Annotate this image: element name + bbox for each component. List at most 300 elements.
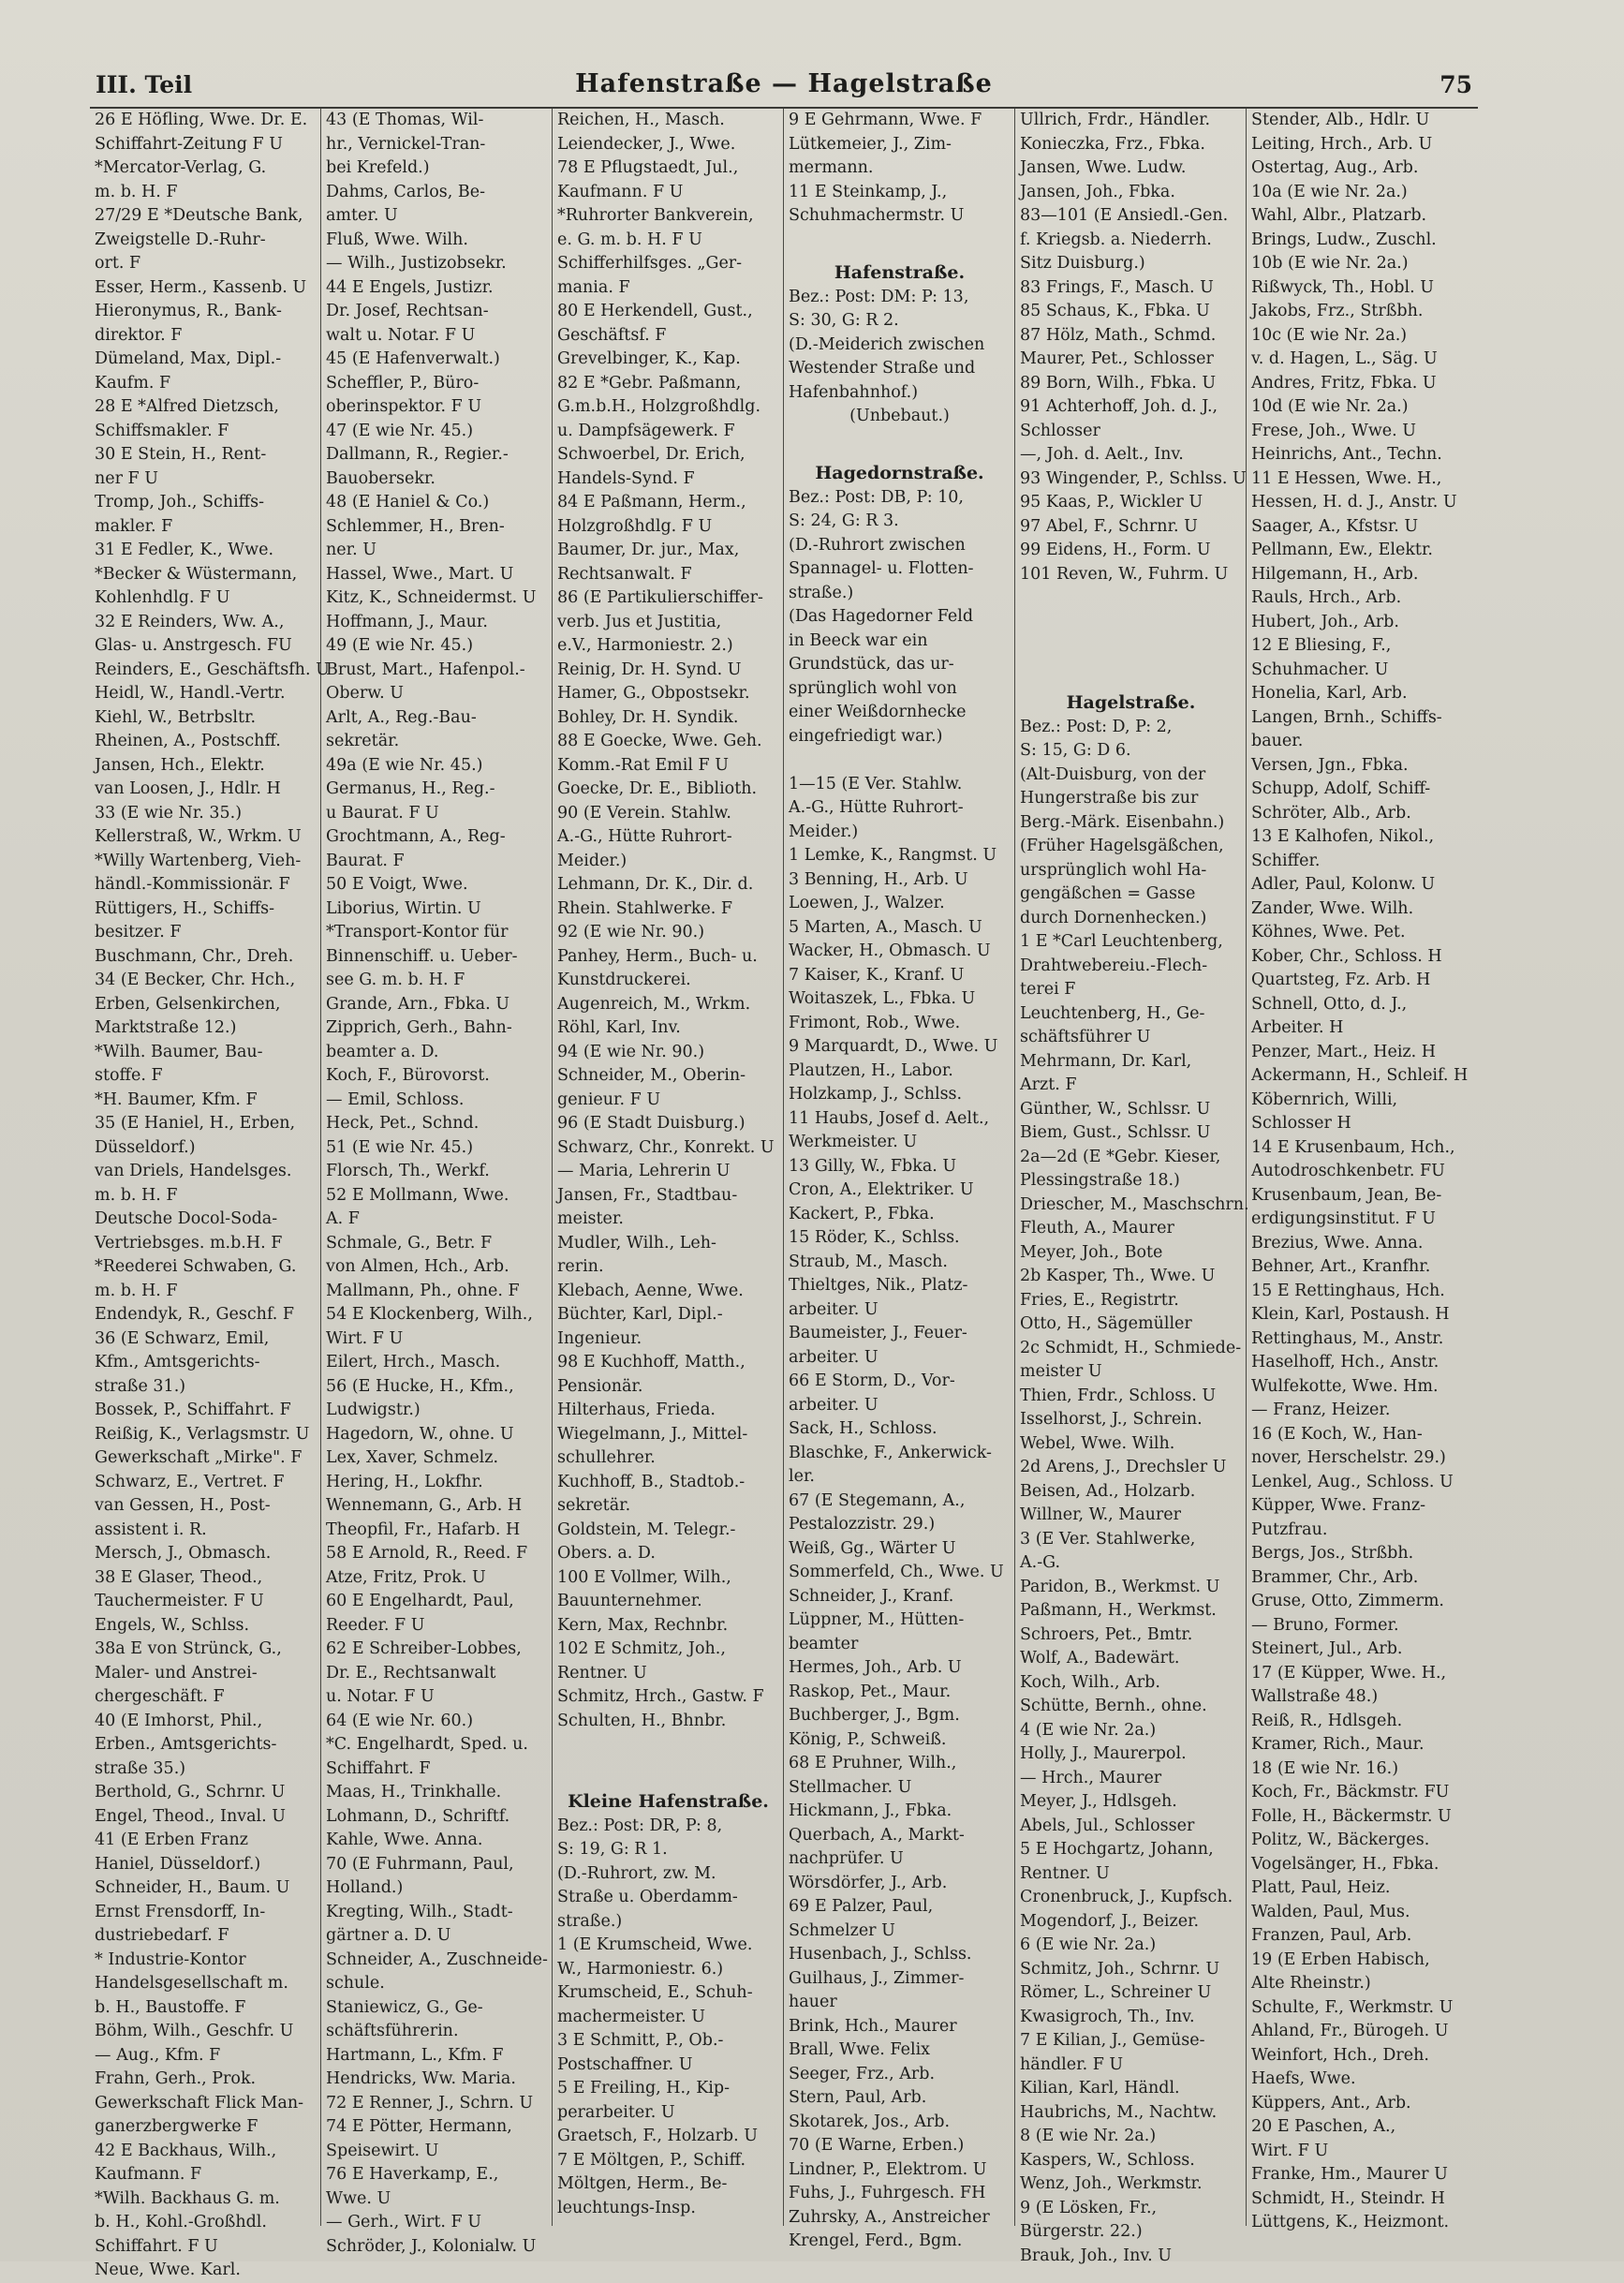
- entry-line: Mallmann, Ph., ohne. F: [326, 1281, 520, 1300]
- entry-line: *Reederei Schwaben, G.: [95, 1257, 297, 1276]
- entry-line: 49 (E wie Nr. 45.): [326, 636, 474, 655]
- entry-line: e.V., Harmoniestr. 2.): [557, 636, 733, 655]
- entry-line: 42 E Backhaus, Wilh.,: [95, 2141, 277, 2160]
- entry-line: *C. Engelhardt, Sped. u.: [326, 1735, 528, 1754]
- entry-line: Walden, Paul, Mus.: [1251, 1902, 1410, 1921]
- entry-line: König, P., Schweiß.: [789, 1729, 947, 1749]
- entry-line: Drahtwebereiu.-Flech-: [1020, 956, 1208, 975]
- entry-line: Pestalozzistr. 29.): [789, 1515, 936, 1534]
- entry-line: Kilian, Karl, Händl.: [1020, 2079, 1180, 2098]
- entry-line: 11 Haubs, Josef d. Aelt.,: [789, 1108, 990, 1128]
- entry-line: Kuchhoff, B., Stadtob.-: [557, 1472, 746, 1491]
- entry-line: Werkmeister. U: [789, 1133, 918, 1151]
- entry-line: Guilhaus, J., Zimmer-: [789, 1968, 965, 1988]
- entry-line: ganerzbergwerke F: [95, 2117, 258, 2136]
- entry-line: 88 E Goecke, Wwe. Geh.: [557, 732, 762, 750]
- entry-line: Binnenschiff. u. Ueber-: [326, 946, 518, 966]
- entry-line: Wolf, A., Badewärt.: [1020, 1649, 1180, 1668]
- entry-line: Lüppner, M., Hütten-: [789, 1610, 965, 1629]
- entry-line: 83—101 (E Ansiedl.-Gen.: [1020, 206, 1229, 225]
- entry-line: machermeister. U: [557, 2007, 706, 2026]
- entry-line: Grande, Arn., Fbka. U: [326, 994, 509, 1014]
- entry-line: Sommerfeld, Ch., Wwe. U: [789, 1563, 1004, 1581]
- entry-line: beamter a. D.: [326, 1042, 439, 1061]
- entry-line: Kiehl, W., Betrbsltr.: [95, 707, 257, 727]
- entry-line: *H. Baumer, Kfm. F: [95, 1090, 258, 1109]
- entry-line: Franke, Hm., Maurer U: [1251, 2165, 1448, 2184]
- entry-line: Hagedorn, W., ohne. U: [326, 1424, 514, 1444]
- entry-line: Quartsteg, Fz. Arb. H: [1251, 971, 1431, 989]
- entry-line: 18 (E wie Nr. 16.): [1251, 1758, 1399, 1778]
- entry-line: Lütkemeier, J., Zim-: [789, 134, 952, 154]
- entry-line: Beisen, Ad., Holzarb.: [1020, 1481, 1196, 1501]
- entry-line: Brings, Ludw., Zuschl.: [1251, 230, 1437, 249]
- entry-line: Handelsgesellschaft m.: [95, 1974, 288, 1993]
- entry-line: Schmitz, Hrch., Gastw. F: [557, 1687, 764, 1706]
- entry-line: händler. F U: [1020, 2054, 1124, 2074]
- entry-line: *Transport-Kontor für: [326, 923, 509, 941]
- entry-line: 84 E Paßmann, Herm.,: [557, 493, 746, 511]
- entry-line: Kfm., Amtsgerichts-: [95, 1353, 260, 1371]
- entry-line: 36 (E Schwarz, Emil,: [95, 1328, 270, 1348]
- entry-line: schäftsführer U: [1020, 1028, 1151, 1046]
- entry-line: G.m.b.H., Holzgroßhdlg.: [557, 397, 761, 416]
- entry-line: — Emil, Schloss.: [326, 1090, 465, 1109]
- entry-line: Adler, Paul, Kolonw. U: [1251, 875, 1436, 894]
- entry-line: 80 E Herkendell, Gust.,: [557, 302, 753, 320]
- entry-line: Kellerstraß, W., Wrkm. U: [95, 827, 302, 846]
- entry-line: 67 (E Stegemann, A.,: [789, 1490, 966, 1510]
- entry-line: Schiffer.: [1251, 851, 1321, 870]
- entry-line: (Alt-Duisburg, von der: [1020, 764, 1206, 784]
- entry-line: 35 (E Haniel, H., Erben,: [95, 1114, 296, 1133]
- entry-line: 3 (E Ver. Stahlwerke,: [1020, 1529, 1196, 1549]
- entry-line: 2b Kasper, Th., Wwe. U: [1020, 1267, 1216, 1285]
- entry-line: Atze, Fritz, Prok. U: [326, 1567, 486, 1587]
- entry-line: Cron, A., Elektriker. U: [789, 1180, 974, 1199]
- entry-line: straße.): [557, 1911, 623, 1931]
- entry-line: stoffe. F: [95, 1066, 163, 1085]
- entry-line: Heidl, W., Handl.-Vertr.: [95, 684, 286, 703]
- entry-line: mermann.: [789, 158, 874, 177]
- entry-line: Baumer, Dr. jur., Max,: [557, 541, 740, 559]
- entry-line: 32 E Reinders, Ww. A.,: [95, 612, 285, 631]
- entry-line: Günther, W., Schlssr. U: [1020, 1099, 1211, 1119]
- entry-line: makler. F: [95, 516, 173, 536]
- entry-line: S: 15, G: D 6.: [1020, 741, 1131, 760]
- entry-line: durch Dornenhecken.): [1020, 908, 1207, 927]
- entry-line: 60 E Engelhardt, Paul,: [326, 1592, 514, 1610]
- entry-line: Rechtsanwalt. F: [557, 564, 692, 584]
- entry-line: perarbeiter. U: [557, 2102, 675, 2122]
- entry-line: Mehrmann, Dr. Karl,: [1020, 1051, 1192, 1071]
- entry-line: 2c Schmidt, H., Schmiede-: [1020, 1338, 1242, 1357]
- entry-line: 5 E Freiling, H., Kip-: [557, 2079, 731, 2098]
- entry-line: Zipprich, Gerh., Bahn-: [326, 1018, 512, 1037]
- entry-line: Reinders, E., Geschäftsfh. U: [95, 660, 330, 679]
- entry-line: Kohlenhdlg. F U: [95, 588, 230, 607]
- entry-line: Rentner. U: [557, 1663, 647, 1683]
- entry-line: e. G. m. b. H. F U: [557, 230, 702, 249]
- entry-line: Schifferhilfsges. „Ger-: [557, 254, 743, 273]
- entry-line: Bez.: Post: D, P: 2,: [1020, 717, 1173, 736]
- entry-line: m. b. H. F: [95, 1185, 178, 1205]
- entry-line: Dallmann, R., Regier.-: [326, 445, 509, 464]
- entry-line: Schulte, F., Werkmstr. U: [1251, 1997, 1454, 2017]
- entry-line: Hafenbahnhof.): [789, 382, 919, 402]
- entry-line: Brink, Hch., Maurer: [789, 2016, 957, 2036]
- entry-line: — Wilh., Justizobsekr.: [326, 254, 507, 273]
- column-1: [90, 109, 330, 2279]
- entry-line: 38 E Glaser, Theod.,: [95, 1567, 263, 1587]
- entry-line: see G. m. b. H. F: [326, 971, 465, 989]
- entry-line: Schneider, M., Oberin-: [557, 1066, 746, 1085]
- entry-line: 26 E Höfling, Wwe. Dr. E.: [95, 111, 308, 129]
- entry-line: 48 (E Haniel & Co.): [326, 493, 490, 511]
- entry-line: Jansen, Wwe. Ludw.: [1020, 158, 1187, 177]
- entry-line: Rauls, Hrch., Arb.: [1251, 588, 1402, 607]
- entry-line: ner. U: [326, 541, 376, 559]
- entry-line: Schuhmachermstr. U: [789, 206, 965, 225]
- entry-line: Holzkamp, J., Schlss.: [789, 1085, 963, 1104]
- entry-line: Hartmann, L., Kfm. F: [326, 2045, 504, 2065]
- entry-line: Fleuth, A., Maurer: [1020, 1219, 1174, 1238]
- entry-line: (Unbebaut.): [849, 407, 950, 425]
- entry-line: Goecke, Dr. E., Biblioth.: [557, 779, 758, 798]
- entry-line: Buchberger, J., Bgm.: [789, 1706, 960, 1725]
- entry-line: Kern, Max, Rechnbr.: [557, 1615, 729, 1635]
- entry-line: Glas- u. Anstrgesch. FU: [95, 636, 292, 655]
- entry-line: Baumeister, J., Feuer-: [789, 1324, 967, 1342]
- entry-line: 5 E Hochgartz, Johann,: [1020, 1840, 1214, 1859]
- entry-line: Ingenieur.: [557, 1328, 642, 1348]
- entry-line: [557, 1733, 779, 1757]
- entry-line: Schlosser H: [1251, 1114, 1351, 1133]
- entry-line: ler.: [789, 1467, 815, 1486]
- entry-line: 15 Röder, K., Schlss.: [789, 1228, 960, 1247]
- entry-line: Marktstraße 12.): [95, 1018, 237, 1037]
- entry-line: Meyer, J., Hdlsgeh.: [1020, 1792, 1177, 1811]
- entry-line: 13 Gilly, W., Fbka. U: [789, 1156, 957, 1176]
- entry-line: Berg.-Märk. Eisenbahn.): [1020, 812, 1225, 832]
- entry-line: 41 (E Erben Franz: [95, 1831, 248, 1849]
- entry-line: dustriebedarf. F: [95, 1926, 229, 1945]
- entry-line: Hassel, Wwe., Mart. U: [326, 564, 514, 584]
- column-6: [1247, 109, 1478, 2231]
- entry-line: Esser, Herm., Kassenb. U: [95, 277, 307, 297]
- entry-line: sprünglich wohl von: [789, 678, 957, 698]
- entry-line: S: 24, G: R 3.: [789, 511, 899, 530]
- entry-line: Maas, H., Trinkhalle.: [326, 1783, 502, 1801]
- entry-line: Schwarz, E., Vertret. F: [95, 1472, 285, 1491]
- entry-line: Penzer, Mart., Heiz. H: [1251, 1042, 1437, 1061]
- entry-line: Cronenbruck, J., Kupfsch.: [1020, 1888, 1233, 1906]
- entry-line: Liborius, Wirtin. U: [326, 898, 481, 918]
- entry-line: Augenreich, M., Wrkm.: [557, 994, 751, 1014]
- entry-line: Bez.: Post: DM: P: 13,: [789, 287, 969, 306]
- entry-line: Krumscheid, E., Schuh-: [557, 1983, 753, 2002]
- entry-line: Seeger, Frz., Arb.: [789, 2064, 936, 2083]
- entry-line: —, Joh. d. Aelt., Inv.: [1020, 445, 1184, 464]
- entry-line: Schlosser: [1020, 421, 1100, 440]
- entry-line: Folle, H., Bäckermstr. U: [1251, 1806, 1452, 1826]
- entry-line: Kwasigroch, Th., Inv.: [1020, 2007, 1195, 2026]
- section-label: III. Teil: [96, 71, 193, 98]
- entry-line: Wiegelmann, J., Mittel-: [557, 1424, 748, 1444]
- entry-line: b. H., Baustoffe. F: [95, 1997, 246, 2017]
- entry-line: 6 (E wie Nr. 2a.): [1020, 1935, 1157, 1954]
- entry-line: nachprüfer. U: [789, 1849, 904, 1868]
- entry-line: Bergs, Jos., Strßbh.: [1251, 1544, 1414, 1563]
- entry-line: Fuhs, J., Fuhrgesch. FH: [789, 2184, 986, 2202]
- entry-line: Hieronymus, R., Bank-: [95, 302, 282, 320]
- entry-line: *Becker & Wüstermann,: [95, 564, 298, 584]
- entry-line: Schmelzer U: [789, 1920, 895, 1940]
- entry-line: Theopfil, Fr., Hafarb. H: [326, 1520, 521, 1539]
- entry-line: 11 E Steinkamp, J.,: [789, 182, 948, 201]
- entry-line: Römer, L., Schreiner U: [1020, 1983, 1212, 2002]
- entry-line: Oberw. U: [326, 684, 405, 703]
- entry-line: Eilert, Hrch., Masch.: [326, 1353, 501, 1371]
- entry-line: Otto, H., Sägemüller: [1020, 1314, 1192, 1333]
- entry-line: [789, 429, 1011, 453]
- entry-line: [1020, 611, 1242, 635]
- entry-line: — Gerh., Wirt. F U: [326, 2213, 481, 2231]
- entry-line: Reeder. F U: [326, 1615, 425, 1635]
- entry-line: Kaufm. F: [95, 373, 171, 393]
- entry-line: schule.: [326, 1974, 385, 1993]
- entry-line: meister.: [557, 1209, 624, 1228]
- entry-line: Kahle, Wwe. Anna.: [326, 1831, 483, 1849]
- entry-line: gärtner a. D. U: [326, 1926, 451, 1945]
- entry-line: [1020, 634, 1242, 659]
- entry-line: Maurer, Pet., Schlosser: [1020, 349, 1214, 368]
- entry-line: Hungerstraße bis zur: [1020, 789, 1199, 808]
- entry-line: Florsch, Th., Werkf.: [326, 1162, 490, 1180]
- entry-line: Haubrichs, M., Nachtw.: [1020, 2102, 1218, 2122]
- entry-line: u. Notar. F U: [326, 1687, 435, 1706]
- entry-line: Kitz, K., Schneidermst. U: [326, 588, 537, 607]
- entry-line: Driescher, M., Maschschrn.: [1020, 1194, 1249, 1214]
- column-2: [321, 109, 553, 2256]
- entry-line: A.-G., Hütte Ruhrort-: [789, 798, 964, 817]
- column-5: [1015, 109, 1249, 2265]
- entry-line: 93 Wingender, P., Schlss. U: [1020, 468, 1247, 488]
- entry-line: 82 E *Gebr. Paßmann,: [557, 373, 742, 393]
- entry-line: assistent i. R.: [95, 1520, 207, 1539]
- entry-line: Ostertag, Aug., Arb.: [1251, 158, 1419, 177]
- entry-line: gengäßchen = Gasse: [1020, 884, 1196, 903]
- entry-line: Buschmann, Chr., Dreh.: [95, 946, 294, 966]
- entry-line: Erben, Gelsenkirchen,: [95, 994, 281, 1014]
- entry-line: 4 (E wie Nr. 2a.): [1020, 1720, 1157, 1740]
- entry-line: Sitz Duisburg.): [1020, 254, 1145, 273]
- entry-line: 83 Frings, F., Masch. U: [1020, 277, 1214, 297]
- entry-line: Krengel, Ferd., Bgm.: [789, 2231, 963, 2250]
- entry-line: 28 E *Alfred Dietzsch,: [95, 397, 279, 416]
- entry-line: 87 Hölz, Math., Schmd.: [1020, 325, 1217, 345]
- entry-line: 69 E Palzer, Paul,: [789, 1897, 934, 1916]
- column-4: [784, 109, 1015, 2250]
- entry-line: 52 E Mollmann, Wwe.: [326, 1185, 509, 1205]
- entry-line: 102 E Schmitz, Joh.,: [557, 1639, 726, 1658]
- entry-line: Ludwigstr.): [326, 1401, 421, 1419]
- entry-line: Kackert, P., Fbka.: [789, 1204, 935, 1223]
- entry-line: Loewen, J., Walzer.: [789, 894, 945, 912]
- entry-line: Holly, J., Maurerpol.: [1020, 1744, 1187, 1763]
- entry-line: sekretär.: [557, 1496, 631, 1515]
- entry-line: Erben., Amtsgerichts-: [95, 1735, 277, 1754]
- entry-line: Schröder, J., Kolonialw. U: [326, 2236, 537, 2256]
- entry-line: Andres, Fritz, Fbka. U: [1251, 373, 1437, 393]
- entry-line: Krusenbaum, Jean, Be-: [1251, 1185, 1442, 1205]
- entry-line: Langen, Brnh., Schiffs-: [1251, 707, 1442, 727]
- entry-line: oberinspektor. F U: [326, 397, 482, 416]
- entry-line: 31 E Fedler, K., Wwe.: [95, 541, 274, 559]
- entry-line: Wallstraße 48.): [1251, 1687, 1379, 1706]
- entry-line: Schupp, Adolf, Schiff-: [1251, 779, 1431, 798]
- entry-line: 40 (E Imhorst, Phil.,: [95, 1711, 263, 1730]
- entry-line: Alte Rheinstr.): [1251, 1974, 1371, 1993]
- entry-line: Jansen, Fr., Stadtbau-: [557, 1185, 738, 1205]
- entry-line: v. d. Hagen, L., Säg. U: [1251, 349, 1438, 368]
- entry-line: Weiß, Gg., Wärter U: [789, 1538, 956, 1558]
- entry-line: 9 (E Lösken, Fr.,: [1020, 2198, 1158, 2217]
- entry-line: einer Weißdornhecke: [789, 703, 967, 721]
- entry-line: Schwoerbel, Dr. Erich,: [557, 445, 746, 464]
- entry-line: Politz, W., Bäckerges.: [1251, 1831, 1430, 1849]
- entry-line: in Beeck war ein: [789, 630, 928, 650]
- entry-line: 92 (E wie Nr. 90.): [557, 923, 705, 941]
- entry-line: S: 30, G: R 2.: [789, 311, 899, 330]
- entry-line: van Gessen, H., Post-: [95, 1496, 271, 1515]
- entry-line: Putzfrau.: [1251, 1520, 1328, 1539]
- entry-line: A.-G., Hütte Ruhrort-: [557, 827, 732, 846]
- entry-line: Brall, Wwe. Felix: [789, 2040, 931, 2059]
- entry-line: erdigungsinstitut. F U: [1251, 1209, 1436, 1228]
- entry-line: 58 E Arnold, R., Reed. F: [326, 1544, 528, 1563]
- entry-line: Bauobersekr.: [326, 468, 436, 488]
- entry-line: Paßmann, H., Werkmst.: [1020, 1601, 1217, 1620]
- entry-line: Holland.): [326, 1878, 404, 1897]
- entry-line: Biem, Gust., Schlssr. U: [1020, 1123, 1211, 1142]
- entry-line: Wirt. F U: [1251, 2141, 1329, 2160]
- entry-line: Rüttigers, H., Schiffs-: [95, 898, 275, 918]
- entry-line: *Ruhrorter Bankverein,: [557, 206, 754, 225]
- entry-line: Dr. E., Rechtsanwalt: [326, 1663, 496, 1683]
- entry-line: Straub, M., Masch.: [789, 1252, 948, 1271]
- entry-line: Kunstdruckerei.: [557, 971, 691, 989]
- entry-line: Büchter, Karl, Dipl.-: [557, 1305, 723, 1324]
- entry-line: Schnell, Otto, d. J.,: [1251, 994, 1408, 1014]
- entry-line: Webel, Wwe. Wilh.: [1020, 1433, 1175, 1453]
- street-heading: Hagedornstraße.: [815, 463, 984, 483]
- entry-line: Komm.-Rat Emil F U: [557, 755, 729, 775]
- entry-line: Schneider, J., Kranf.: [789, 1586, 954, 1606]
- entry-line: 27/29 E *Deutsche Bank,: [95, 206, 303, 225]
- entry-line: van Loosen, J., Hdlr. H: [95, 779, 281, 798]
- entry-line: Lüttgens, K., Heizmont.: [1251, 2213, 1450, 2231]
- entry-line: Raskop, Pet., Maur.: [789, 1682, 952, 1701]
- entry-line: Schiffahrt-Zeitung F U: [95, 134, 284, 154]
- entry-line: Staniewicz, G., Ge-: [326, 1997, 483, 2017]
- entry-line: 1 Lemke, K., Rangmst. U: [789, 846, 997, 865]
- entry-line: 33 (E wie Nr. 35.): [95, 803, 243, 823]
- entry-line: Schlemmer, H., Bren-: [326, 516, 505, 536]
- entry-line: Koch, Wilh., Arb.: [1020, 1672, 1160, 1692]
- entry-line: Dr. Josef, Rechtsan-: [326, 302, 489, 320]
- entry-line: (D.-Ruhrort, zw. M.: [557, 1863, 716, 1883]
- entry-line: 96 (E Stadt Duisburg.): [557, 1114, 746, 1133]
- entry-line: m. b. H. F: [95, 1281, 178, 1300]
- entry-line: — Aug., Kfm. F: [95, 2045, 221, 2065]
- entry-line: 12 E Bliesing, F.,: [1251, 636, 1392, 655]
- entry-line: 8 (E wie Nr. 2a.): [1020, 2127, 1157, 2145]
- entry-line: Schroers, Pet., Bmtr.: [1020, 1624, 1193, 1644]
- entry-line: Meider.): [789, 822, 859, 841]
- entry-line: Holzgroßhdlg. F U: [557, 516, 713, 536]
- entry-line: Hermes, Joh., Arb. U: [789, 1658, 962, 1677]
- entry-line: Graetsch, F., Holzarb. U: [557, 2127, 758, 2145]
- entry-line: Klebach, Aenne, Wwe.: [557, 1281, 744, 1300]
- address-columns: [90, 109, 1478, 2279]
- entry-line: Brammer, Chr., Arb.: [1251, 1567, 1419, 1587]
- street-heading: Hagelstraße.: [1066, 692, 1196, 713]
- entry-line: u Baurat. F U: [326, 803, 439, 823]
- entry-line: Germanus, H., Reg.-: [326, 779, 495, 798]
- entry-line: Bauunternehmer.: [557, 1592, 702, 1610]
- entry-line: *Wilh. Backhaus G. m.: [95, 2188, 280, 2208]
- entry-line: Grundstück, das ur-: [789, 655, 954, 674]
- entry-line: 7 E Kilian, J., Gemüse-: [1020, 2031, 1205, 2050]
- entry-line: Lindner, P., Elektrom. U: [789, 2159, 987, 2179]
- entry-line: [1020, 659, 1242, 683]
- entry-line: Köhnes, Wwe. Pet.: [1251, 923, 1406, 941]
- entry-line: straße.): [789, 583, 854, 602]
- entry-line: Skotarek, Jos., Arb.: [789, 2112, 951, 2131]
- entry-line: Stern, Paul, Arb.: [789, 2088, 927, 2107]
- entry-line: 54 E Klockenberg, Wilh.,: [326, 1305, 533, 1324]
- entry-line: Honelia, Karl, Arb.: [1251, 684, 1408, 703]
- entry-line: 1—15 (E Ver. Stahlw.: [789, 774, 963, 793]
- entry-line: Reichen, H., Masch.: [557, 111, 725, 129]
- entry-line: Schütte, Bernh., ohne.: [1020, 1697, 1207, 1715]
- running-title: Hafenstraße — Hagelstraße: [575, 69, 993, 98]
- entry-line: 44 E Engels, Justizr.: [326, 277, 494, 297]
- entry-line: Vogelsänger, H., Fbka.: [1251, 1854, 1439, 1874]
- entry-line: 68 E Pruhner, Wilh.,: [789, 1754, 957, 1772]
- entry-line: Bez.: Post: DR, P: 8,: [557, 1816, 723, 1835]
- entry-line: Rheinen, A., Postschff.: [95, 732, 281, 750]
- entry-line: 9 Marquardt, D., Wwe. U: [789, 1037, 998, 1056]
- entry-line: Plessingstraße 18.): [1020, 1171, 1180, 1190]
- entry-line: 72 E Renner, J., Schrn. U: [326, 2093, 534, 2113]
- entry-line: Schiffahrt. F U: [95, 2236, 218, 2256]
- entry-line: schullehrer.: [557, 1448, 656, 1467]
- entry-line: 70 (E Warne, Erben.): [789, 2136, 965, 2155]
- entry-line: straße 35.): [95, 1758, 186, 1778]
- entry-line: 10d (E wie Nr. 2a.): [1251, 397, 1409, 416]
- entry-line: Thieltges, Nik., Platz-: [789, 1276, 968, 1295]
- entry-line: Jansen, Hch., Elektr.: [95, 755, 265, 775]
- entry-line: Mersch, J., Obmasch.: [95, 1544, 272, 1563]
- entry-line: 51 (E wie Nr. 45.): [326, 1137, 474, 1157]
- entry-line: 30 E Stein, H., Rent-: [95, 445, 267, 464]
- entry-line: Heinrichs, Ant., Techn.: [1251, 445, 1442, 464]
- entry-line: Lehmann, Dr. K., Dir. d.: [557, 875, 754, 894]
- page-header: [90, 66, 1478, 109]
- entry-line: 64 (E wie Nr. 60.): [326, 1711, 474, 1730]
